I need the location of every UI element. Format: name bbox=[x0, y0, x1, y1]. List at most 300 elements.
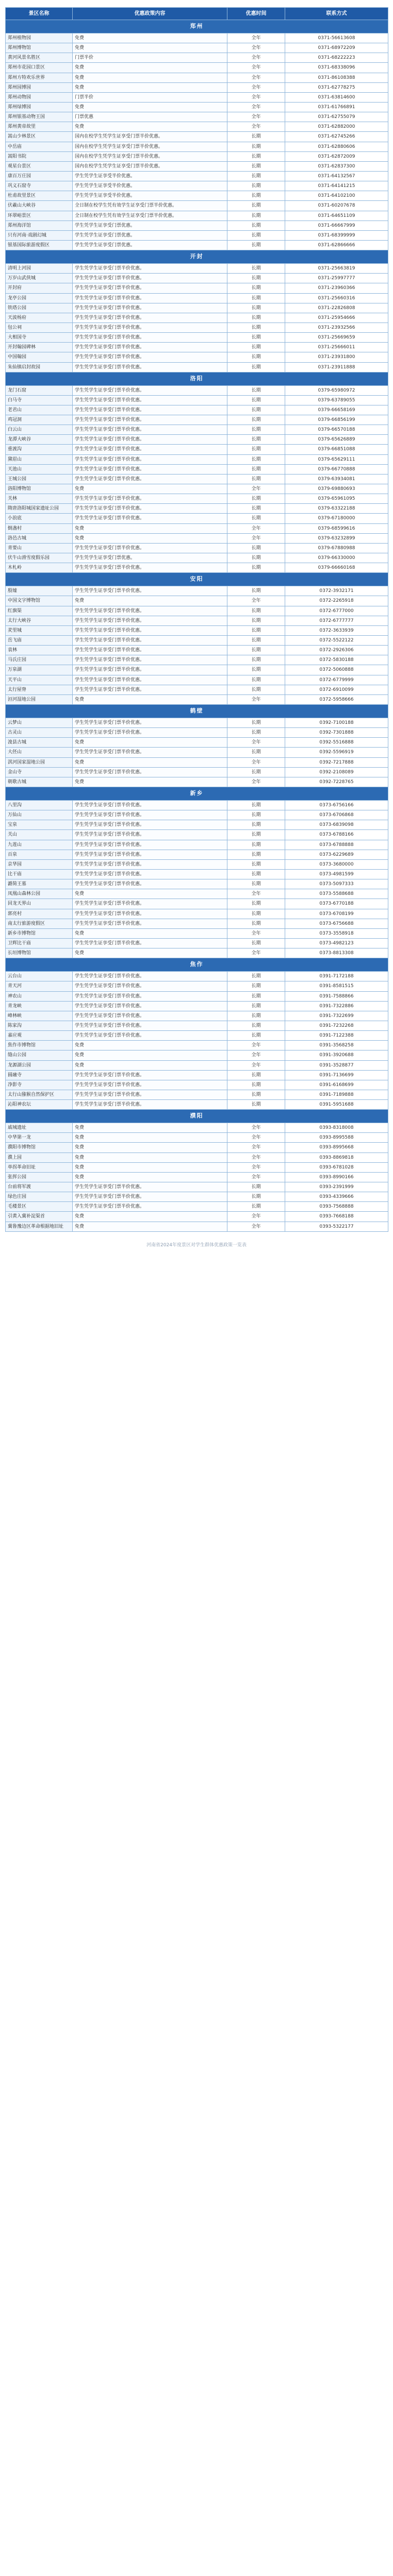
cell-contact-phone: 0371-25666011 bbox=[285, 343, 388, 352]
cell-scenic-name: 龙门石窟 bbox=[6, 385, 73, 395]
cell-contact-phone: 0392-7217888 bbox=[285, 757, 388, 767]
cell-contact-phone: 0391-7588866 bbox=[285, 991, 388, 1001]
cell-contact-phone: 0372-6779999 bbox=[285, 675, 388, 685]
cell-contact-phone: 0371-62745266 bbox=[285, 132, 388, 142]
cell-discount-time: 长期 bbox=[227, 718, 285, 728]
cell-discount-time: 全年 bbox=[227, 63, 285, 73]
cell-scenic-name: 洹河湿地公园 bbox=[6, 694, 73, 704]
table-row bbox=[6, 395, 388, 405]
cell-contact-phone: 0371-62872009 bbox=[285, 151, 388, 161]
cell-contact-phone: 0379-66330000 bbox=[285, 553, 388, 563]
table-row bbox=[6, 352, 388, 362]
cell-scenic-name: 百泉 bbox=[6, 850, 73, 859]
cell-discount-time: 长期 bbox=[227, 1202, 285, 1212]
table-row bbox=[6, 73, 388, 82]
table-row bbox=[6, 981, 388, 991]
cell-contact-phone: 0372-5522122 bbox=[285, 636, 388, 646]
cell-discount-policy: 学生凭学生证享受门票半价优惠。 bbox=[73, 333, 227, 343]
cell-discount-policy: 国内在校学生凭学生证享受门票半价优惠。 bbox=[73, 151, 227, 161]
cell-discount-policy: 学生凭学生证享受门票半价优惠。 bbox=[73, 748, 227, 757]
cell-contact-phone: 0371-68338096 bbox=[285, 63, 388, 73]
cell-discount-policy: 学生凭学生证享受门票半价优惠。 bbox=[73, 625, 227, 635]
cell-contact-phone: 0379-65980972 bbox=[285, 385, 388, 395]
table-row bbox=[6, 171, 388, 181]
cell-scenic-name: 银基国际旅游度假区 bbox=[6, 240, 73, 250]
cell-discount-policy: 免费 bbox=[73, 1153, 227, 1162]
cell-discount-time: 全年 bbox=[227, 33, 285, 43]
cell-discount-time: 全年 bbox=[227, 1060, 285, 1070]
cell-discount-policy: 学生凭学生证享受门票半价优惠。 bbox=[73, 514, 227, 523]
scenic-discount-table bbox=[5, 7, 388, 1232]
cell-contact-phone: 0371-23960366 bbox=[285, 283, 388, 293]
table-row bbox=[6, 800, 388, 810]
cell-contact-phone: 0373-6788888 bbox=[285, 840, 388, 850]
cell-contact-phone: 0391-7232268 bbox=[285, 1021, 388, 1030]
section-title: 新乡 bbox=[6, 787, 388, 800]
cell-discount-time: 全年 bbox=[227, 82, 285, 92]
cell-discount-policy: 学生凭学生证享受门票半价优惠。 bbox=[73, 665, 227, 675]
cell-scenic-name: 天池山 bbox=[6, 464, 73, 474]
cell-discount-time: 长期 bbox=[227, 514, 285, 523]
cell-contact-phone: 0393-5322177 bbox=[285, 1222, 388, 1231]
cell-discount-time: 长期 bbox=[227, 504, 285, 514]
cell-discount-time: 全年 bbox=[227, 1222, 285, 1231]
table-row bbox=[6, 293, 388, 303]
cell-contact-phone: 0392-7100188 bbox=[285, 718, 388, 728]
cell-contact-phone: 0371-62778275 bbox=[285, 82, 388, 92]
cell-scenic-name: 卫辉比干庙 bbox=[6, 938, 73, 948]
cell-scenic-name: 嘉应观 bbox=[6, 1031, 73, 1041]
cell-contact-phone: 0373-3680000 bbox=[285, 859, 388, 869]
cell-discount-policy: 学生凭学生证享受门票半价优惠。 bbox=[73, 646, 227, 655]
cell-scenic-name: 郑州方特欢乐世界 bbox=[6, 73, 73, 82]
cell-contact-phone: 0371-25954666 bbox=[285, 313, 388, 323]
cell-discount-time: 长期 bbox=[227, 675, 285, 685]
cell-discount-time: 长期 bbox=[227, 274, 285, 283]
cell-scenic-name: 关林 bbox=[6, 494, 73, 504]
cell-discount-policy: 免费 bbox=[73, 738, 227, 748]
cell-scenic-name: 殷墟 bbox=[6, 586, 73, 596]
cell-discount-time: 长期 bbox=[227, 563, 285, 573]
cell-discount-time: 全年 bbox=[227, 533, 285, 543]
cell-discount-policy: 国内在校学生凭学生证享受门票半价优惠。 bbox=[73, 142, 227, 151]
cell-contact-phone: 0379-66770888 bbox=[285, 464, 388, 474]
cell-discount-policy: 学生凭学生证享受门票优惠。 bbox=[73, 230, 227, 240]
cell-discount-policy: 免费 bbox=[73, 1041, 227, 1050]
cell-discount-policy: 学生凭学生证享受门票半价优惠。 bbox=[73, 464, 227, 474]
cell-discount-policy: 学生凭学生证享受门票半价优惠。 bbox=[73, 1011, 227, 1021]
cell-discount-policy: 全日制在校学生凭有效学生证享受门票半价优惠。 bbox=[73, 211, 227, 221]
cell-scenic-name: 中岳庙 bbox=[6, 142, 73, 151]
table-row bbox=[6, 112, 388, 122]
cell-discount-policy: 免费 bbox=[73, 1133, 227, 1143]
cell-scenic-name: 只有河南·戏剧幻城 bbox=[6, 230, 73, 240]
section-header-row bbox=[6, 372, 388, 385]
cell-discount-time: 长期 bbox=[227, 230, 285, 240]
cell-discount-time: 长期 bbox=[227, 1080, 285, 1090]
cell-discount-time: 长期 bbox=[227, 767, 285, 777]
cell-discount-policy: 学生凭学生证享受门票半价优惠。 bbox=[73, 830, 227, 840]
cell-discount-policy: 学生凭学生证享受门票半价优惠。 bbox=[73, 504, 227, 514]
cell-scenic-name: 太行大峡谷 bbox=[6, 616, 73, 625]
cell-scenic-name: 岳飞庙 bbox=[6, 636, 73, 646]
cell-discount-policy: 学生凭学生证享受门票半价优惠。 bbox=[73, 850, 227, 859]
cell-discount-time: 长期 bbox=[227, 1011, 285, 1021]
table-row bbox=[6, 1172, 388, 1182]
cell-contact-phone: 0379-66856199 bbox=[285, 415, 388, 425]
cell-discount-time: 全年 bbox=[227, 122, 285, 132]
cell-discount-time: 长期 bbox=[227, 850, 285, 859]
table-row bbox=[6, 738, 388, 748]
cell-contact-phone: 0391-7322886 bbox=[285, 1001, 388, 1011]
table-row bbox=[6, 767, 388, 777]
table-row bbox=[6, 92, 388, 102]
table-row bbox=[6, 718, 388, 728]
cell-discount-time: 长期 bbox=[227, 919, 285, 928]
cell-discount-time: 全年 bbox=[227, 112, 285, 122]
cell-contact-phone: 0373-5097333 bbox=[285, 879, 388, 889]
section-title: 濮阳 bbox=[6, 1110, 388, 1123]
page bbox=[0, 0, 393, 1268]
cell-discount-time: 长期 bbox=[227, 132, 285, 142]
table-row bbox=[6, 385, 388, 395]
cell-scenic-name: 洛邑古城 bbox=[6, 533, 73, 543]
cell-discount-time: 全年 bbox=[227, 757, 285, 767]
cell-discount-time: 全年 bbox=[227, 889, 285, 899]
cell-discount-policy: 免费 bbox=[73, 757, 227, 767]
cell-discount-policy: 学生凭学生证享受门票半价优惠。 bbox=[73, 395, 227, 405]
cell-discount-policy: 国内在校学生凭学生证享受门票半价优惠。 bbox=[73, 161, 227, 171]
table-row bbox=[6, 102, 388, 112]
table-row bbox=[6, 211, 388, 221]
cell-contact-phone: 0391-7322699 bbox=[285, 1011, 388, 1021]
table-row bbox=[6, 596, 388, 606]
cell-discount-policy: 学生凭学生证享受门票半价优惠。 bbox=[73, 1080, 227, 1090]
cell-discount-policy: 免费 bbox=[73, 928, 227, 938]
cell-contact-phone: 0371-68399999 bbox=[285, 230, 388, 240]
table-row bbox=[6, 362, 388, 372]
cell-discount-time: 长期 bbox=[227, 303, 285, 313]
cell-scenic-name: 云台山 bbox=[6, 972, 73, 981]
cell-discount-time: 全年 bbox=[227, 1153, 285, 1162]
cell-discount-policy: 学生凭学生证享受门票半价优惠。 bbox=[73, 919, 227, 928]
cell-contact-phone: 0379-66570188 bbox=[285, 425, 388, 435]
cell-scenic-name: 杜甫故里景区 bbox=[6, 191, 73, 201]
cell-discount-policy: 学生凭学生证享受门票半价优惠。 bbox=[73, 474, 227, 484]
cell-scenic-name: 郑州博物馆 bbox=[6, 43, 73, 53]
cell-discount-policy: 国内在校学生凭学生证享受门票半价优惠。 bbox=[73, 132, 227, 142]
cell-scenic-name: 郑州海洋馆 bbox=[6, 221, 73, 230]
cell-discount-time: 长期 bbox=[227, 810, 285, 820]
cell-scenic-name: 冀鲁豫边区革命根据地旧址 bbox=[6, 1222, 73, 1231]
cell-discount-policy: 学生凭学生证享受门票半价优惠。 bbox=[73, 859, 227, 869]
cell-scenic-name: 净影寺 bbox=[6, 1080, 73, 1090]
cell-discount-policy: 学生凭学生证享受门票半价优惠。 bbox=[73, 543, 227, 553]
cell-discount-policy: 学生凭学生证享受门票半价优惠。 bbox=[73, 405, 227, 415]
cell-discount-time: 全年 bbox=[227, 102, 285, 112]
cell-contact-phone: 0392-7301888 bbox=[285, 728, 388, 738]
cell-discount-time: 长期 bbox=[227, 553, 285, 563]
cell-contact-phone: 0391-7189888 bbox=[285, 1090, 388, 1099]
cell-scenic-name: 白马寺 bbox=[6, 395, 73, 405]
table-row bbox=[6, 494, 388, 504]
cell-discount-policy: 学生凭学生证享受门票半价优惠。 bbox=[73, 435, 227, 445]
cell-discount-policy: 学生凭学生证享受门票半价优惠。 bbox=[73, 636, 227, 646]
table-row bbox=[6, 1202, 388, 1212]
cell-discount-time: 长期 bbox=[227, 151, 285, 161]
cell-discount-policy: 免费 bbox=[73, 1060, 227, 1070]
cell-scenic-name: 马氏庄园 bbox=[6, 655, 73, 665]
cell-discount-policy: 学生凭学生证享受门票优惠。 bbox=[73, 553, 227, 563]
cell-discount-time: 全年 bbox=[227, 738, 285, 748]
cell-contact-phone: 0373-6756688 bbox=[285, 919, 388, 928]
cell-contact-phone: 0373-6708199 bbox=[285, 909, 388, 919]
cell-scenic-name: 隋唐洛阳城国家遗址公园 bbox=[6, 504, 73, 514]
section-title: 焦作 bbox=[6, 958, 388, 972]
cell-scenic-name: 京华园 bbox=[6, 859, 73, 869]
cell-contact-phone: 0392-2108089 bbox=[285, 767, 388, 777]
table-row bbox=[6, 303, 388, 313]
cell-discount-policy: 学生凭学生证享受门票半价优惠。 bbox=[73, 425, 227, 435]
cell-discount-policy: 学生凭学生证享受门票半价优惠。 bbox=[73, 1031, 227, 1041]
table-row bbox=[6, 1182, 388, 1192]
cell-discount-time: 长期 bbox=[227, 425, 285, 435]
cell-discount-policy: 学生凭学生证享受门票半价优惠。 bbox=[73, 879, 227, 889]
cell-scenic-name: 天波杨府 bbox=[6, 313, 73, 323]
cell-scenic-name: 绿色庄园 bbox=[6, 1192, 73, 1202]
cell-contact-phone: 0379-63232899 bbox=[285, 533, 388, 543]
header-policy: 优惠政策内容 bbox=[73, 8, 227, 20]
cell-scenic-name: 引黄入冀补淀渠首 bbox=[6, 1212, 73, 1222]
cell-discount-policy: 学生凭学生证享受门票半价优惠。 bbox=[73, 810, 227, 820]
table-row bbox=[6, 1133, 388, 1143]
table-row bbox=[6, 748, 388, 757]
table-row bbox=[6, 53, 388, 63]
cell-contact-phone: 0371-64141215 bbox=[285, 181, 388, 191]
cell-discount-time: 长期 bbox=[227, 283, 285, 293]
cell-discount-policy: 免费 bbox=[73, 596, 227, 606]
cell-discount-policy: 学生凭学生证享受门票半价优惠。 bbox=[73, 586, 227, 596]
table-row bbox=[6, 191, 388, 201]
cell-contact-phone: 0371-60207678 bbox=[285, 201, 388, 211]
cell-discount-time: 长期 bbox=[227, 899, 285, 909]
cell-discount-policy: 学生凭学生证享受门票半价优惠。 bbox=[73, 1090, 227, 1099]
cell-contact-phone: 0373-5588688 bbox=[285, 889, 388, 899]
table-row bbox=[6, 1143, 388, 1153]
table-row bbox=[6, 181, 388, 191]
cell-contact-phone: 0371-63814600 bbox=[285, 92, 388, 102]
cell-scenic-name: 古灵山 bbox=[6, 728, 73, 738]
cell-contact-phone: 0391-7172188 bbox=[285, 972, 388, 981]
table-row bbox=[6, 899, 388, 909]
cell-contact-phone: 0371-68222223 bbox=[285, 53, 388, 63]
cell-discount-time: 长期 bbox=[227, 909, 285, 919]
cell-contact-phone: 0379-68599616 bbox=[285, 523, 388, 533]
cell-discount-policy: 学生凭学生证享受门票半价优惠。 bbox=[73, 352, 227, 362]
cell-discount-policy: 学生凭学生证享受门票半价优惠。 bbox=[73, 494, 227, 504]
cell-discount-time: 全年 bbox=[227, 92, 285, 102]
cell-scenic-name: 鸡冠洞 bbox=[6, 415, 73, 425]
cell-discount-time: 长期 bbox=[227, 435, 285, 445]
table-row bbox=[6, 1123, 388, 1133]
table-row bbox=[6, 484, 388, 494]
cell-discount-time: 长期 bbox=[227, 1031, 285, 1041]
cell-scenic-name: 淇河国家湿地公园 bbox=[6, 757, 73, 767]
cell-contact-phone: 0393-8869818 bbox=[285, 1153, 388, 1162]
table-row bbox=[6, 830, 388, 840]
cell-scenic-name: 大相国寺 bbox=[6, 333, 73, 343]
table-row bbox=[6, 728, 388, 738]
cell-discount-time: 全年 bbox=[227, 1212, 285, 1222]
cell-discount-policy: 学生凭学生证享受门票半价优惠。 bbox=[73, 1021, 227, 1030]
table-row bbox=[6, 636, 388, 646]
cell-contact-phone: 0392-7228765 bbox=[285, 777, 388, 787]
cell-contact-phone: 0379-67880988 bbox=[285, 543, 388, 553]
header-phone: 联系方式 bbox=[285, 8, 388, 20]
cell-contact-phone: 0371-25669659 bbox=[285, 333, 388, 343]
cell-discount-time: 长期 bbox=[227, 494, 285, 504]
cell-discount-policy: 学生凭学生证享受门票半价优惠。 bbox=[73, 1182, 227, 1192]
cell-discount-policy: 学生凭学生证享受门票半价优惠。 bbox=[73, 840, 227, 850]
cell-scenic-name: 郑州动物园 bbox=[6, 92, 73, 102]
cell-discount-time: 全年 bbox=[227, 694, 285, 704]
cell-discount-policy: 学生凭学生证享受门票半价优惠。 bbox=[73, 909, 227, 919]
cell-scenic-name: 八里沟 bbox=[6, 800, 73, 810]
table-row bbox=[6, 606, 388, 616]
cell-scenic-name: 羑里城 bbox=[6, 625, 73, 635]
cell-discount-policy: 免费 bbox=[73, 63, 227, 73]
cell-discount-time: 长期 bbox=[227, 1192, 285, 1202]
cell-discount-time: 长期 bbox=[227, 1100, 285, 1110]
cell-contact-phone: 0393-4339666 bbox=[285, 1192, 388, 1202]
table-row bbox=[6, 543, 388, 553]
table-row bbox=[6, 563, 388, 573]
cell-discount-time: 全年 bbox=[227, 1162, 285, 1172]
cell-scenic-name: 台前将军渡 bbox=[6, 1182, 73, 1192]
table-row bbox=[6, 675, 388, 685]
cell-discount-time: 全年 bbox=[227, 1133, 285, 1143]
cell-discount-policy: 学生凭学生证享受门票半价优惠。 bbox=[73, 445, 227, 454]
table-header-row bbox=[6, 8, 388, 20]
table-row bbox=[6, 810, 388, 820]
table-row bbox=[6, 909, 388, 919]
cell-scenic-name: 嵩山少林景区 bbox=[6, 132, 73, 142]
cell-contact-phone: 0372-2926306 bbox=[285, 646, 388, 655]
section-header-row bbox=[6, 1110, 388, 1123]
cell-contact-phone: 0372-5958666 bbox=[285, 694, 388, 704]
cell-discount-policy: 免费 bbox=[73, 1172, 227, 1182]
cell-scenic-name: 万泉湖 bbox=[6, 665, 73, 675]
cell-scenic-name: 朝歌古城 bbox=[6, 777, 73, 787]
cell-scenic-name: 伏牛山滑雪度假乐园 bbox=[6, 553, 73, 563]
cell-discount-policy: 免费 bbox=[73, 889, 227, 899]
table-row bbox=[6, 464, 388, 474]
cell-contact-phone: 0393-8318008 bbox=[285, 1123, 388, 1133]
cell-discount-policy: 学生凭学生证享受门票半价优惠。 bbox=[73, 991, 227, 1001]
cell-scenic-name: 凤凰山森林公园 bbox=[6, 889, 73, 899]
cell-contact-phone: 0393-2391999 bbox=[285, 1182, 388, 1192]
cell-contact-phone: 0372-5060888 bbox=[285, 665, 388, 675]
cell-discount-time: 长期 bbox=[227, 395, 285, 405]
table-row bbox=[6, 445, 388, 454]
cell-discount-policy: 门票半价 bbox=[73, 53, 227, 63]
cell-contact-phone: 0372-6777000 bbox=[285, 606, 388, 616]
cell-discount-time: 长期 bbox=[227, 606, 285, 616]
cell-scenic-name: 中华第一龙 bbox=[6, 1133, 73, 1143]
cell-discount-policy: 学生凭学生证享受门票半价优惠。 bbox=[73, 718, 227, 728]
cell-discount-time: 全年 bbox=[227, 523, 285, 533]
cell-scenic-name: 毛楼景区 bbox=[6, 1202, 73, 1212]
table-row bbox=[6, 869, 388, 879]
cell-contact-phone: 0371-23932566 bbox=[285, 323, 388, 332]
cell-discount-time: 全年 bbox=[227, 928, 285, 938]
table-row bbox=[6, 264, 388, 274]
cell-discount-policy: 学生凭学生证享受半价优惠。 bbox=[73, 171, 227, 181]
cell-contact-phone: 0372-3932171 bbox=[285, 586, 388, 596]
cell-contact-phone: 0373-3558918 bbox=[285, 928, 388, 938]
cell-discount-time: 长期 bbox=[227, 685, 285, 694]
cell-contact-phone: 0371-66667999 bbox=[285, 221, 388, 230]
cell-discount-policy: 学生凭学生证享受半价优惠。 bbox=[73, 191, 227, 201]
cell-discount-time: 全年 bbox=[227, 1050, 285, 1060]
cell-contact-phone: 0391-6168699 bbox=[285, 1080, 388, 1090]
table-row bbox=[6, 504, 388, 514]
cell-scenic-name: 小浪底 bbox=[6, 514, 73, 523]
table-row bbox=[6, 840, 388, 850]
cell-discount-policy: 学生凭学生证享受半价优惠。 bbox=[73, 181, 227, 191]
cell-contact-phone: 0372-5830188 bbox=[285, 655, 388, 665]
cell-contact-phone: 0373-6788166 bbox=[285, 830, 388, 840]
cell-discount-policy: 学生凭学生证享受门票半价优惠。 bbox=[73, 323, 227, 332]
cell-discount-time: 长期 bbox=[227, 1182, 285, 1192]
cell-scenic-name: 濮阳市博物馆 bbox=[6, 1143, 73, 1153]
cell-scenic-name: 观星台景区 bbox=[6, 161, 73, 171]
cell-contact-phone: 0391-8581515 bbox=[285, 981, 388, 991]
cell-discount-policy: 学生凭学生证享受门票半价优惠。 bbox=[73, 655, 227, 665]
table-row bbox=[6, 1192, 388, 1202]
cell-contact-phone: 0379-63789055 bbox=[285, 395, 388, 405]
cell-discount-policy: 学生凭学生证享受门票优惠。 bbox=[73, 221, 227, 230]
section-header-row bbox=[6, 958, 388, 972]
cell-scenic-name: 比干庙 bbox=[6, 869, 73, 879]
cell-scenic-name: 郑州植物园 bbox=[6, 33, 73, 43]
table-row bbox=[6, 405, 388, 415]
cell-scenic-name: 潞简王墓 bbox=[6, 879, 73, 889]
cell-contact-phone: 0371-62837300 bbox=[285, 161, 388, 171]
cell-contact-phone: 0371-25663819 bbox=[285, 264, 388, 274]
cell-scenic-name: 张挥公园 bbox=[6, 1172, 73, 1182]
section-header-row bbox=[6, 705, 388, 718]
section-title: 郑州 bbox=[6, 20, 388, 33]
cell-discount-time: 长期 bbox=[227, 142, 285, 151]
cell-discount-policy: 免费 bbox=[73, 43, 227, 53]
cell-contact-phone: 0391-3528877 bbox=[285, 1060, 388, 1070]
cell-discount-policy: 学生凭学生证享受门票半价优惠。 bbox=[73, 274, 227, 283]
cell-contact-phone: 0371-25660316 bbox=[285, 293, 388, 303]
cell-scenic-name: 朱仙镇启封故园 bbox=[6, 362, 73, 372]
cell-scenic-name: 木札岭 bbox=[6, 563, 73, 573]
cell-discount-policy: 免费 bbox=[73, 1222, 227, 1231]
cell-discount-time: 长期 bbox=[227, 728, 285, 738]
cell-discount-policy: 免费 bbox=[73, 1162, 227, 1172]
cell-scenic-name: 老君山 bbox=[6, 405, 73, 415]
cell-scenic-name: 嵩阳书院 bbox=[6, 151, 73, 161]
cell-discount-time: 全年 bbox=[227, 777, 285, 787]
cell-discount-time: 全年 bbox=[227, 1123, 285, 1133]
cell-discount-policy: 学生凭学生证享受门票半价优惠。 bbox=[73, 1100, 227, 1110]
cell-discount-time: 长期 bbox=[227, 211, 285, 221]
cell-discount-time: 长期 bbox=[227, 454, 285, 464]
